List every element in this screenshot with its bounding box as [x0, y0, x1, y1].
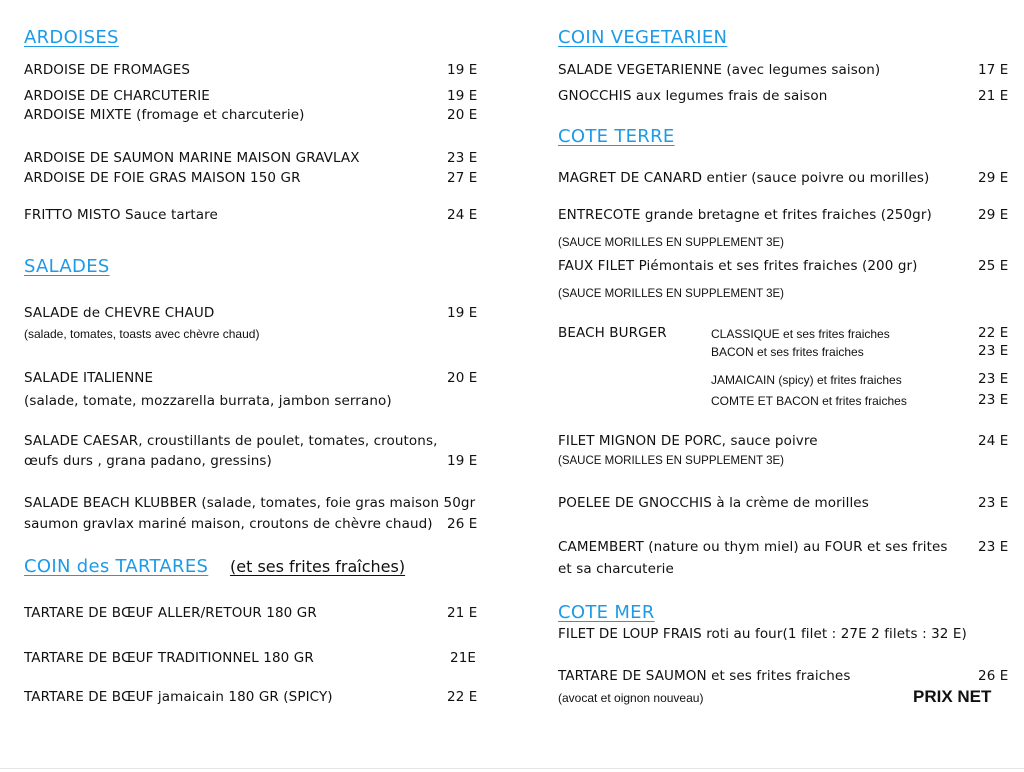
menu-item-price: 22 E — [447, 689, 478, 705]
menu-item-name: POELEE DE GNOCCHIS à la crème de morilles — [558, 495, 869, 511]
menu-item-description: (avocat et oignon nouveau) — [558, 691, 704, 705]
burger-option-name: JAMAICAIN (spicy) et frites fraiches — [711, 373, 902, 387]
menu-item-price: 20 E — [447, 107, 478, 123]
page-bottom-divider — [0, 768, 1024, 769]
burger-option-name: COMTE ET BACON et frites fraiches — [711, 394, 907, 408]
menu-item-description: (salade, tomate, mozzarella burrata, jambon serrano) — [24, 393, 392, 409]
burger-option-name: CLASSIQUE et ses frites fraiches — [711, 327, 890, 341]
menu-item-price: 21 E — [447, 605, 478, 621]
menu-item-name: SALADE ITALIENNE — [24, 370, 154, 386]
menu-item-price: 20 E — [447, 370, 478, 386]
menu-item-price: 23 E — [978, 539, 1009, 555]
menu-item-name: ARDOISE DE FOIE GRAS MAISON 150 GR — [24, 170, 301, 186]
menu-item-price: 19 E — [447, 88, 478, 104]
menu-item-note: (SAUCE MORILLES EN SUPPLEMENT 3E) — [558, 288, 785, 300]
burger-option-price: 23 E — [978, 392, 1009, 408]
menu-item-name: TARTARE DE BŒUF ALLER/RETOUR 180 GR — [24, 605, 317, 621]
menu-item-name: ARDOISE DE FROMAGES — [24, 62, 191, 78]
menu-item-name: FILET DE LOUP FRAIS roti au four(1 filet : 27E 2 filets : 32 E) — [558, 626, 967, 642]
section-title-cote-mer: COTE MER — [558, 602, 655, 623]
menu-item-price: 29 E — [978, 207, 1009, 223]
menu-item-name: et sa charcuterie — [558, 561, 674, 577]
section-title-vegetarien: COIN VEGETARIEN — [558, 27, 728, 48]
burger-option-price: 23 E — [978, 343, 1009, 359]
burger-option-price: 23 E — [978, 371, 1009, 387]
menu-item-name: SALADE VEGETARIENNE (avec legumes saison) — [558, 62, 881, 78]
menu-item-price: 23 E — [447, 150, 478, 166]
menu-item-name: SALADE CAESAR, croustillants de poulet, tomates, croutons, — [24, 433, 438, 449]
section-title-salades: SALADES — [24, 256, 110, 277]
menu-item-price: 26 E — [447, 516, 478, 532]
menu-item-name: TARTARE DE BŒUF TRADITIONNEL 180 GR — [24, 650, 314, 666]
menu-item-name: MAGRET DE CANARD entier (sauce poivre ou morilles) — [558, 170, 930, 186]
menu-item-price: 21E — [450, 650, 477, 666]
menu-item-price: 19 E — [447, 62, 478, 78]
prix-net-label: PRIX NET — [913, 687, 992, 706]
menu-item-price: 26 E — [978, 668, 1009, 684]
section-title-cote-terre: COTE TERRE — [558, 126, 675, 147]
menu-item-description: (salade, tomates, toasts avec chèvre chaud) — [24, 327, 260, 341]
menu-item-note: (SAUCE MORILLES EN SUPPLEMENT 3E) — [558, 237, 785, 249]
menu-item-name: FRITTO MISTO Sauce tartare — [24, 207, 218, 223]
menu-item-price: 19 E — [447, 453, 478, 469]
menu-item-price: 23 E — [978, 495, 1009, 511]
menu-item-name: FAUX FILET Piémontais et ses frites fraiches (200 gr) — [558, 258, 918, 274]
menu-item-name: ARDOISE MIXTE (fromage et charcuterie) — [24, 107, 305, 123]
burger-option-name: BACON et ses frites fraiches — [711, 345, 864, 359]
menu-item-name: FILET MIGNON DE PORC, sauce poivre — [558, 433, 818, 449]
menu-item-name: ARDOISE DE SAUMON MARINE MAISON GRAVLAX — [24, 150, 360, 166]
menu-item-name: SALADE BEACH KLUBBER (salade, tomates, foie gras maison 50gr — [24, 495, 476, 511]
menu-item-price: 29 E — [978, 170, 1009, 186]
burger-option-price: 22 E — [978, 325, 1009, 341]
menu-item-price: 17 E — [978, 62, 1009, 78]
menu-item-note: (SAUCE MORILLES EN SUPPLEMENT 3E) — [558, 455, 785, 467]
menu-item-name: ENTRECOTE grande bretagne et frites fraiches (250gr) — [558, 207, 932, 223]
menu-item-name: CAMEMBERT (nature ou thym miel) au FOUR et ses frites — [558, 539, 948, 555]
menu-item-price: 24 E — [447, 207, 478, 223]
menu-item-price: 21 E — [978, 88, 1009, 104]
menu-item-name: saumon gravlax mariné maison, croutons de chèvre chaud) — [24, 516, 433, 532]
menu-item-name: GNOCCHIS aux legumes frais de saison — [558, 88, 828, 104]
menu-item-name: œufs durs , grana padano, gressins) — [24, 453, 272, 469]
menu-item-name: SALADE de CHEVRE CHAUD — [24, 305, 215, 321]
burger-label: BEACH BURGER — [558, 325, 667, 341]
section-title-ardoises: ARDOISES — [24, 27, 119, 48]
menu-item-price: 19 E — [447, 305, 478, 321]
menu-item-name: TARTARE DE SAUMON et ses frites fraiches — [558, 668, 851, 684]
section-title-tartares: COIN des TARTARES — [24, 556, 209, 577]
menu-item-name: TARTARE DE BŒUF jamaicain 180 GR (SPICY) — [24, 689, 333, 705]
menu-item-name: ARDOISE DE CHARCUTERIE — [24, 88, 210, 104]
menu-item-price: 25 E — [978, 258, 1009, 274]
menu-item-price: 24 E — [978, 433, 1009, 449]
section-subtitle: (et ses frites fraîches) — [230, 557, 406, 576]
menu-item-price: 27 E — [447, 170, 478, 186]
